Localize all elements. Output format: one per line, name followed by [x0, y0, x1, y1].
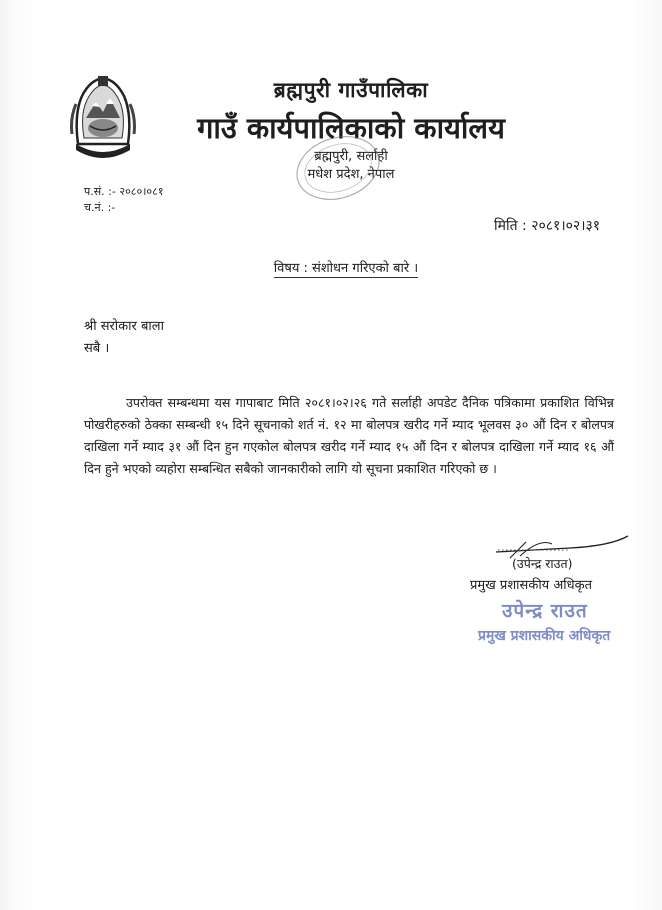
dispatch-number: च.नं. :- — [84, 201, 116, 214]
body-paragraph: उपरोक्त सम्बन्धमा यस गापाबाट मिति २०८१।०२।२६ गते सर्लाही अपडेट दैनिक पत्रिकामा प्रकाशित विभिन्न पोखरीहरुको ठेक्का सम्बन्धी १५ दिने सूचनाको शर्त नं. १२ मा बोलपत्र खरीद गर्ने म्याद भूलवस ३० औं दिन र बोलपत्र दाखिला गर्ने म्याद ३१ औं दिन हुन गएकोल बोलपत्र खरीद गर्ने म्याद १५ औं दिन र बोलपत्र दाखिला गर्ने म्याद १६ औं दिन हुने भएको व्यहोरा सम्बन्धित सबैको जानकारीको लागि यो सूचना प्रकाशित गरिएको छ । — [84, 395, 614, 476]
municipality-name: ब्रह्मपुरी गाउँपालिका — [273, 78, 429, 102]
addressee-line-1: श्री सरोकार बाला — [84, 319, 164, 334]
addressee — [84, 316, 164, 360]
addressee-line-2: सबै । — [84, 341, 110, 356]
reference-numbers — [84, 184, 164, 216]
letter-number: प.सं. :- २०८०।०८१ — [84, 185, 164, 198]
letter-subject — [0, 258, 662, 276]
subject-text: विषय : संशोधन गरिएको बारे । — [273, 261, 419, 276]
signatory-name: (उपेन्द्र राउत) — [512, 556, 573, 571]
office-seal-icon — [280, 130, 390, 202]
office-location: ब्रह्मपुरी, सर्लाही — [314, 149, 388, 164]
letter-date: मिति : २०८१।०२।३१ — [494, 218, 601, 234]
letter-body — [84, 392, 614, 480]
signatory-title: प्रमुख प्रशासकीय अधिकृत — [470, 578, 593, 593]
stamp-signatory-title: प्रमुख प्रशासकीय अधिकृत — [478, 628, 611, 644]
office-name: गाउँ कार्यपालिकाको कार्यालय — [197, 111, 505, 145]
office-province: मधेश प्रदेश, नेपाल — [307, 167, 395, 182]
stamp-signatory-name: उपेन्द्र राउत — [502, 600, 588, 622]
